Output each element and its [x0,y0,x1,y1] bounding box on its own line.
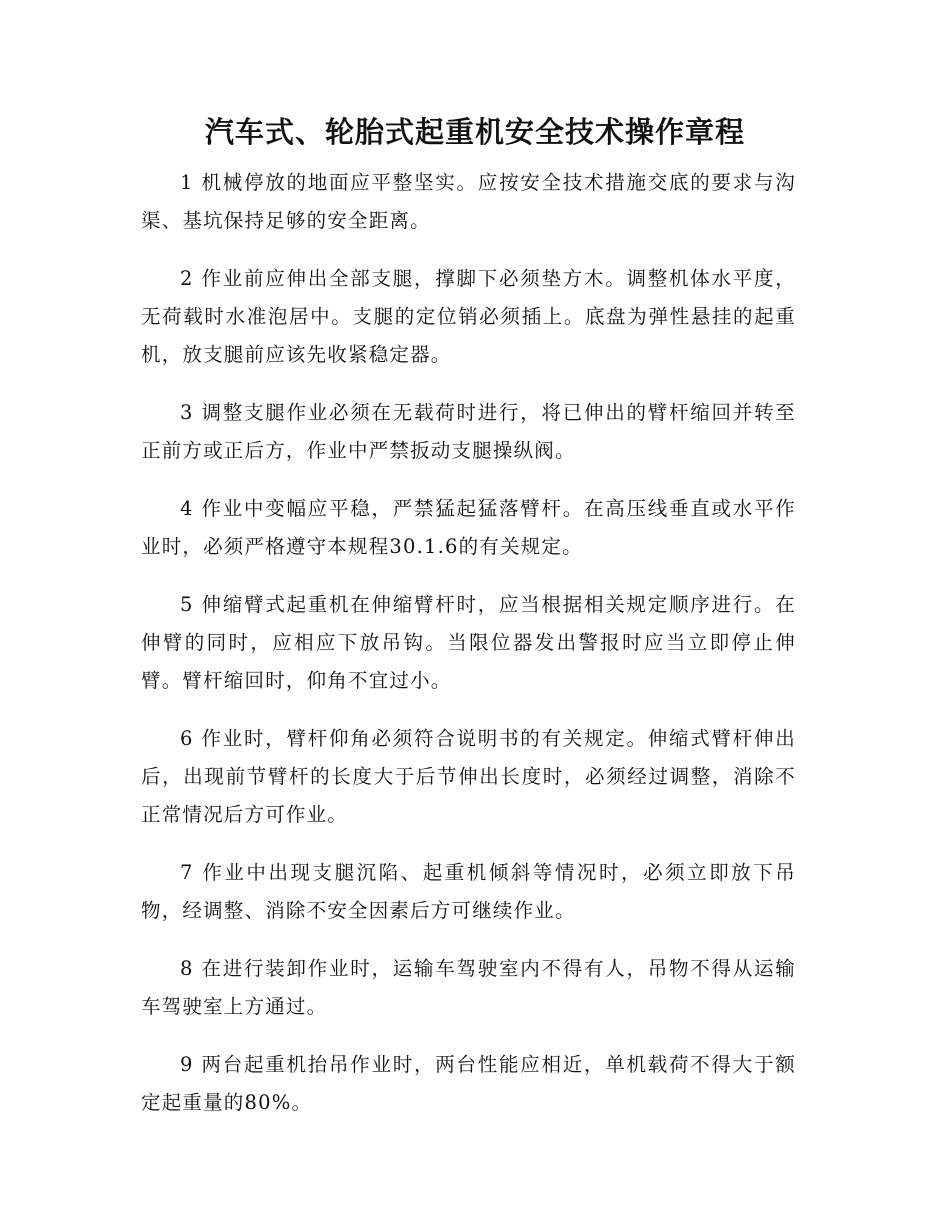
paragraph-9: 9 两台起重机抬吊作业时，两台性能应相近，单机载荷不得大于额定起重量的80%。 [141,1053,796,1114]
document-body [141,164,796,1142]
paragraph-4: 4 作业中变幅应平稳，严禁猛起猛落臂杆。在高压线垂直或水平作业时，必须严格遵守本规程30.1.6的有关规定。 [141,497,796,558]
paragraph-6: 6 作业时，臂杆仰角必须符合说明书的有关规定。伸缩式臂杆伸出后，出现前节臂杆的长度大于后节伸出长度时，必须经过调整，消除不正常情况后方可作业。 [141,727,796,826]
paragraph-2: 2 作业前应伸出全部支腿，撑脚下必须垫方木。调整机体水平度，无荷载时水准泡居中。支腿的定位销必须插上。底盘为弹性悬挂的起重机，放支腿前应该先收紧稳定器。 [141,267,796,366]
paragraph-7: 7 作业中出现支腿沉陷、起重机倾斜等情况时，必须立即放下吊物，经调整、消除不安全因素后方可继续作业。 [141,861,796,922]
document-title: 汽车式、轮胎式起重机安全技术操作章程 [204,115,745,149]
paragraph-3: 3 调整支腿作业必须在无载荷时进行，将已伸出的臂杆缩回并转至正前方或正后方，作业中严禁扳动支腿操纵阀。 [141,401,796,462]
paragraph-1: 1 机械停放的地面应平整坚实。应按安全技术措施交底的要求与沟渠、基坑保持足够的安全距离。 [141,171,796,232]
paragraph-8: 8 在进行装卸作业时，运输车驾驶室内不得有人，吊物不得从运输车驾驶室上方通过。 [141,957,796,1018]
paragraph-5: 5 伸缩臂式起重机在伸缩臂杆时，应当根据相关规定顺序进行。在伸臂的同时，应相应下放吊钩。当限位器发出警报时应当立即停止伸臂。臂杆缩回时，仰角不宜过小。 [141,593,796,692]
